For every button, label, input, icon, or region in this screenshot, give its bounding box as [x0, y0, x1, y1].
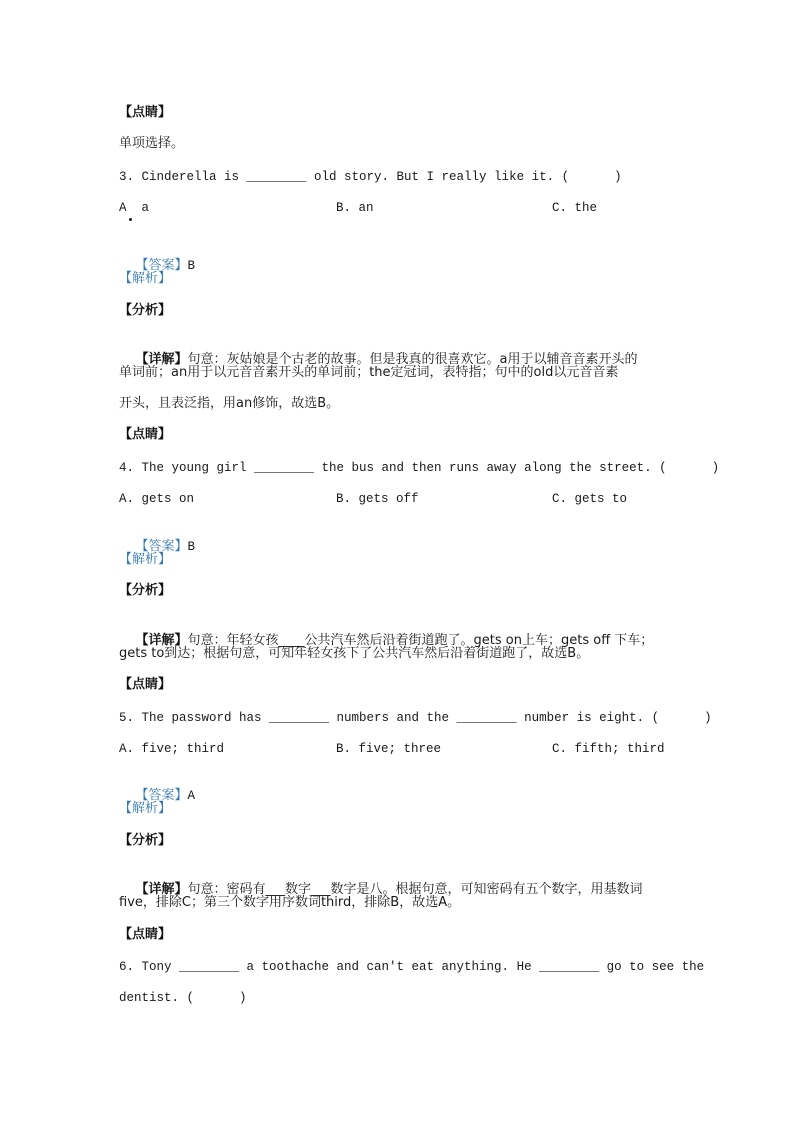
question-3: 3. Cinderella is ________ old story. But I really like it. ( ) — [119, 170, 622, 184]
answer-value: B — [187, 259, 196, 273]
answer-tag: 【答案】 — [135, 539, 188, 554]
q3-dianjing-tag: 【点睛】 — [119, 427, 172, 442]
q3-detail-line-1: 【详解】句意：灰姑娘是个古老的故事。但是我真的很喜欢它。a用于以辅音音素开头的 — [135, 352, 638, 367]
q5-analysis-tag: 【解析】 — [119, 801, 172, 816]
q5-option-c: C. fifth; third — [552, 742, 665, 756]
question-6-line-2: dentist. ( ) — [119, 991, 247, 1005]
detail-tag: 【详解】 — [135, 352, 188, 367]
answer-tag: 【答案】 — [135, 258, 188, 273]
emphasis-dot — [129, 218, 132, 221]
q5-option-a: A. five; third — [119, 742, 225, 756]
detail-tag: 【详解】 — [135, 633, 188, 648]
section-note: 单项选择。 — [119, 136, 185, 151]
q4-detail-line-2: gets to到达；根据句意，可知年轻女孩下了公共汽车然后沿着街道跑了，故选B。 — [119, 646, 590, 661]
q5-option-b: B. five; three — [336, 742, 442, 756]
answer-value: B — [187, 540, 196, 554]
q5-fenxi-tag: 【分析】 — [119, 833, 172, 848]
q4-fenxi-tag: 【分析】 — [119, 583, 172, 598]
question-6-line-1: 6. Tony ________ a toothache and can't eat anything. He ________ go to see the — [119, 960, 705, 974]
q4-option-b: B. gets off — [336, 492, 419, 506]
q5-detail-line-2: five，排除C；第三个数字用序数词third，排除B，故选A。 — [119, 895, 461, 910]
q3-detail-line-2: 单词前；an用于以元音音素开头的单词前；the定冠词，表特指；句中的old以元音音素 — [119, 365, 619, 380]
dianjing-heading: 【点睛】 — [119, 105, 172, 120]
q3-detail-line-3: 开头，且表泛指，用an修饰，故选B。 — [119, 396, 340, 411]
q3-option-b: B. an — [336, 201, 374, 215]
detail-tag: 【详解】 — [135, 882, 188, 897]
question-5: 5. The password has ________ numbers and the ________ number is eight. ( ) — [119, 711, 712, 725]
q4-option-c: C. gets to — [552, 492, 628, 506]
q3-option-c: C. the — [552, 201, 598, 215]
answer-value: A — [187, 789, 196, 803]
answer-tag: 【答案】 — [135, 788, 188, 803]
q5-detail-line-1: 【详解】句意：密码有___数字___数字是八。根据句意，可知密码有五个数字，用基数词 — [135, 882, 643, 897]
question-4: 4. The young girl ________ the bus and then runs away along the street. ( ) — [119, 461, 720, 475]
q3-fenxi-tag: 【分析】 — [119, 303, 172, 318]
q4-detail-line-1: 【详解】句意：年轻女孩____公共汽车然后沿着街道跑了。gets on上车；gets off 下车； — [135, 633, 654, 648]
q3-analysis-tag: 【解析】 — [119, 271, 172, 286]
q4-analysis-tag: 【解析】 — [119, 552, 172, 567]
q4-dianjing-tag: 【点睛】 — [119, 677, 172, 692]
q4-option-a: A. gets on — [119, 492, 195, 506]
q3-option-a: A a — [119, 201, 150, 215]
q5-dianjing-tag: 【点睛】 — [119, 927, 172, 942]
